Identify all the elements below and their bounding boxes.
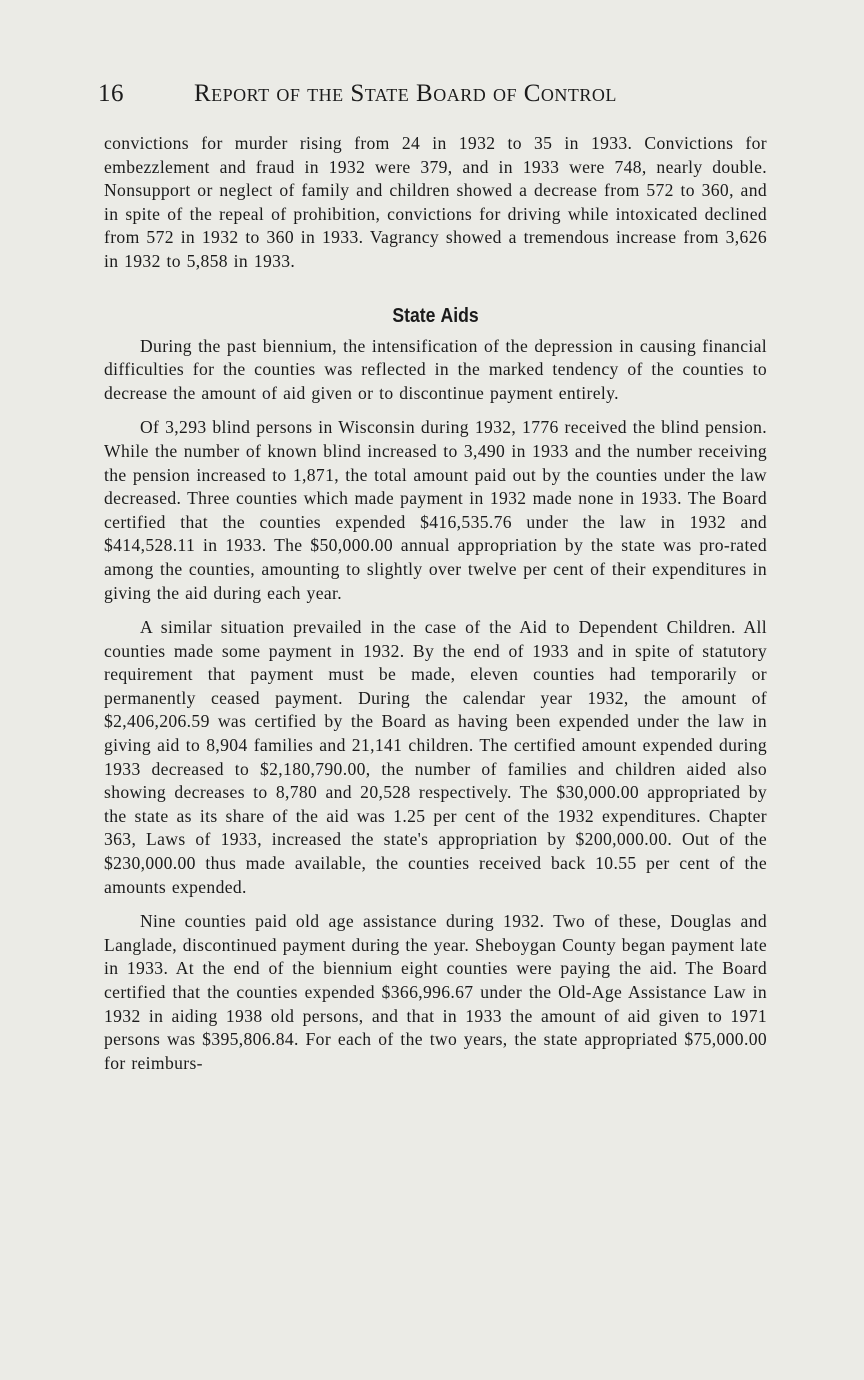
paragraph-convictions: convictions for murder rising from 24 in 1932 to 35 in 1933. Convictions for embezzlement and fraud in 1932 were 379, and in 1933 were 748, nearly double. Nonsupport or neglect of family and children showed a decrease from 572 to 360, and in spite of the repeal of prohibition, convictions for driving while intoxicated declined from 572 in 1932 to 360 in 1933. Vagrancy showed a tremendous increase from 3,626 in 1932 to 5,858 in 1933. (104, 133, 767, 271)
paragraph-blind-pension: Of 3,293 blind persons in Wisconsin during 1932, 1776 received the blind pension. While the number of known blind increased to 3,490 in 1933 and the number receiving the pension increased to 1,871, the total amount paid out by the counties under the law decreased. Three counties which made payment in 1932 made none in 1933. The Board certified that the counties expended $416,535.76 under the law in 1932 and $414,528.11 in 1933. The $50,000.00 annual appropriation by the state was pro-rated among the counties, amounting to slightly over twelve per cent of their expenditures in giving the aid during each year. (104, 417, 767, 603)
paragraph-dependent-children: A similar situation prevailed in the case of the Aid to Dependent Children. All counties made some payment in 1932. By the end of 1933 and in spite of statutory requirement that payment must be made, eleven counties had temporarily or permanently ceased payment. During the calendar year 1932, the amount of $2,406,206.59 was certified by the Board as having been expended under the law in giving aid to 8,904 families and 21,141 children. The certified amount expended during 1933 decreased to $2,180,790.00, the number of families and children aided also showing decreases to 8,780 and 20,528 respectively. The $30,000.00 appropriated by the state as its share of the aid was 1.25 per cent of the 1932 expenditures. Chapter 363, Laws of 1933, increased the state's appropriation by $200,000.00. Out of the $230,000.00 thus made available, the counties received back 10.55 per cent of the amounts expended. (104, 617, 767, 897)
paragraph-old-age-assistance: Nine counties paid old age assistance during 1932. Two of these, Douglas and Langlade, discontinued payment during the year. Sheboygan County began payment late in 1933. At the end of the biennium eight counties were paying the aid. The Board certified that the counties expended $366,996.67 under the Old-Age Assistance Law in 1932 in aiding 1938 old persons, and that in 1933 the amount of aid given to 1971 persons was $395,806.84. For each of the two years, the state appropriated $75,000.00 for reimburs- (104, 911, 767, 1073)
running-head-title: Report of the State Board of Control (194, 80, 617, 107)
paragraph-depression: During the past biennium, the intensification of the depression in causing financial difficulties for the counties was reflected in the marked tendency of the counties to decrease the amount of aid given or to discontinue payment entirely. (104, 335, 767, 403)
page-number: 16 (98, 80, 124, 107)
running-head (98, 80, 698, 114)
body-text (104, 132, 767, 1075)
section-heading-state-aids: State Aids (392, 304, 479, 327)
